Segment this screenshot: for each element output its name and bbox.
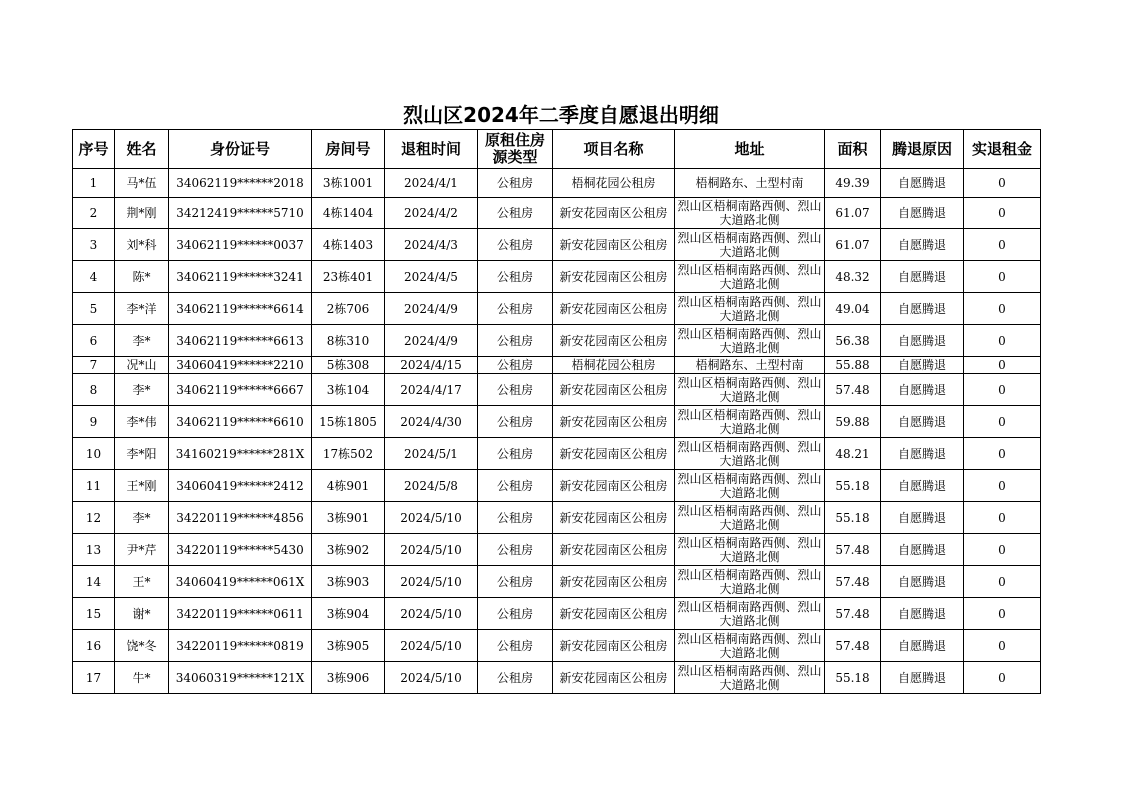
cell-reason: 自愿腾退 xyxy=(881,198,964,229)
cell-date: 2024/4/9 xyxy=(385,293,478,325)
cell-no: 6 xyxy=(73,325,115,357)
cell-name: 李* xyxy=(115,502,169,534)
header-area: 面积 xyxy=(825,130,881,169)
cell-date: 2024/5/10 xyxy=(385,502,478,534)
cell-type: 公租房 xyxy=(478,357,553,374)
cell-project: 新安花园南区公租房 xyxy=(553,630,675,662)
cell-no: 12 xyxy=(73,502,115,534)
cell-no: 2 xyxy=(73,198,115,229)
cell-no: 17 xyxy=(73,662,115,694)
table-row xyxy=(73,630,1041,662)
table-row xyxy=(73,470,1041,502)
cell-area: 48.32 xyxy=(825,261,881,293)
cell-project: 新安花园南区公租房 xyxy=(553,229,675,261)
cell-rent: 0 xyxy=(964,261,1041,293)
cell-area: 57.48 xyxy=(825,534,881,566)
cell-rent: 0 xyxy=(964,566,1041,598)
table-row xyxy=(73,261,1041,293)
cell-date: 2024/5/10 xyxy=(385,662,478,694)
table-row xyxy=(73,502,1041,534)
cell-reason: 自愿腾退 xyxy=(881,169,964,198)
cell-id: 34220119******0819 xyxy=(169,630,312,662)
cell-reason: 自愿腾退 xyxy=(881,630,964,662)
table-row xyxy=(73,357,1041,374)
cell-date: 2024/5/10 xyxy=(385,566,478,598)
cell-area: 48.21 xyxy=(825,438,881,470)
cell-project: 新安花园南区公租房 xyxy=(553,502,675,534)
cell-id: 34062119******2018 xyxy=(169,169,312,198)
cell-id: 34212419******5710 xyxy=(169,198,312,229)
cell-type: 公租房 xyxy=(478,169,553,198)
cell-id: 34062119******3241 xyxy=(169,261,312,293)
cell-rent: 0 xyxy=(964,598,1041,630)
header-row xyxy=(73,130,1041,169)
cell-id: 34060319******121X xyxy=(169,662,312,694)
cell-id: 34062119******0037 xyxy=(169,229,312,261)
cell-type: 公租房 xyxy=(478,598,553,630)
cell-project: 新安花园南区公租房 xyxy=(553,470,675,502)
cell-name: 刘*科 xyxy=(115,229,169,261)
cell-area: 49.04 xyxy=(825,293,881,325)
cell-reason: 自愿腾退 xyxy=(881,261,964,293)
cell-no: 7 xyxy=(73,357,115,374)
header-address: 地址 xyxy=(675,130,825,169)
header-name: 姓名 xyxy=(115,130,169,169)
cell-id: 34062119******6610 xyxy=(169,406,312,438)
cell-id: 34220119******4856 xyxy=(169,502,312,534)
cell-id: 34220119******5430 xyxy=(169,534,312,566)
cell-reason: 自愿腾退 xyxy=(881,438,964,470)
cell-rent: 0 xyxy=(964,438,1041,470)
cell-address: 烈山区梧桐南路西侧、烈山大道路北侧 xyxy=(675,406,825,438)
cell-rent: 0 xyxy=(964,502,1041,534)
cell-rent: 0 xyxy=(964,229,1041,261)
cell-type: 公租房 xyxy=(478,406,553,438)
cell-date: 2024/5/10 xyxy=(385,598,478,630)
cell-address: 烈山区梧桐南路西侧、烈山大道路北侧 xyxy=(675,293,825,325)
cell-project: 新安花园南区公租房 xyxy=(553,566,675,598)
cell-address: 烈山区梧桐南路西侧、烈山大道路北侧 xyxy=(675,662,825,694)
cell-type: 公租房 xyxy=(478,662,553,694)
cell-type: 公租房 xyxy=(478,438,553,470)
cell-id: 34160219******281X xyxy=(169,438,312,470)
cell-area: 56.38 xyxy=(825,325,881,357)
cell-type: 公租房 xyxy=(478,502,553,534)
cell-address: 烈山区梧桐南路西侧、烈山大道路北侧 xyxy=(675,502,825,534)
cell-id: 34062119******6667 xyxy=(169,374,312,406)
cell-type: 公租房 xyxy=(478,229,553,261)
cell-no: 13 xyxy=(73,534,115,566)
cell-name: 牛* xyxy=(115,662,169,694)
cell-date: 2024/5/10 xyxy=(385,630,478,662)
cell-rent: 0 xyxy=(964,374,1041,406)
cell-id: 34062119******6613 xyxy=(169,325,312,357)
cell-no: 3 xyxy=(73,229,115,261)
cell-area: 57.48 xyxy=(825,374,881,406)
cell-room: 3栋903 xyxy=(312,566,385,598)
cell-date: 2024/4/1 xyxy=(385,169,478,198)
cell-room: 2栋706 xyxy=(312,293,385,325)
cell-date: 2024/4/30 xyxy=(385,406,478,438)
cell-rent: 0 xyxy=(964,662,1041,694)
cell-rent: 0 xyxy=(964,169,1041,198)
cell-name: 马*伍 xyxy=(115,169,169,198)
cell-no: 5 xyxy=(73,293,115,325)
cell-address: 梧桐路东、土型村南 xyxy=(675,357,825,374)
header-type: 原租住房源类型 xyxy=(478,130,553,169)
cell-project: 新安花园南区公租房 xyxy=(553,261,675,293)
header-rent: 实退租金 xyxy=(964,130,1041,169)
cell-id: 34062119******6614 xyxy=(169,293,312,325)
cell-name: 王*刚 xyxy=(115,470,169,502)
cell-project: 新安花园南区公租房 xyxy=(553,598,675,630)
table-row xyxy=(73,534,1041,566)
cell-rent: 0 xyxy=(964,293,1041,325)
cell-room: 3栋904 xyxy=(312,598,385,630)
cell-area: 57.48 xyxy=(825,598,881,630)
cell-address: 烈山区梧桐南路西侧、烈山大道路北侧 xyxy=(675,261,825,293)
cell-room: 15栋1805 xyxy=(312,406,385,438)
header-id: 身份证号 xyxy=(169,130,312,169)
cell-area: 59.88 xyxy=(825,406,881,438)
table-row xyxy=(73,406,1041,438)
cell-area: 55.18 xyxy=(825,470,881,502)
cell-no: 4 xyxy=(73,261,115,293)
cell-room: 4栋1403 xyxy=(312,229,385,261)
cell-area: 57.48 xyxy=(825,630,881,662)
cell-name: 荆*刚 xyxy=(115,198,169,229)
cell-address: 烈山区梧桐南路西侧、烈山大道路北侧 xyxy=(675,598,825,630)
cell-area: 49.39 xyxy=(825,169,881,198)
header-room: 房间号 xyxy=(312,130,385,169)
cell-rent: 0 xyxy=(964,534,1041,566)
cell-type: 公租房 xyxy=(478,534,553,566)
table-row xyxy=(73,566,1041,598)
cell-name: 王* xyxy=(115,566,169,598)
cell-room: 23栋401 xyxy=(312,261,385,293)
cell-address: 烈山区梧桐南路西侧、烈山大道路北侧 xyxy=(675,630,825,662)
cell-reason: 自愿腾退 xyxy=(881,325,964,357)
cell-no: 1 xyxy=(73,169,115,198)
cell-name: 李*伟 xyxy=(115,406,169,438)
cell-date: 2024/4/9 xyxy=(385,325,478,357)
cell-reason: 自愿腾退 xyxy=(881,406,964,438)
cell-area: 55.88 xyxy=(825,357,881,374)
cell-no: 8 xyxy=(73,374,115,406)
cell-no: 9 xyxy=(73,406,115,438)
cell-name: 尹*芹 xyxy=(115,534,169,566)
cell-address: 烈山区梧桐南路西侧、烈山大道路北侧 xyxy=(675,470,825,502)
cell-project: 新安花园南区公租房 xyxy=(553,438,675,470)
cell-project: 新安花园南区公租房 xyxy=(553,534,675,566)
cell-name: 饶*冬 xyxy=(115,630,169,662)
cell-name: 李* xyxy=(115,374,169,406)
cell-room: 3栋104 xyxy=(312,374,385,406)
cell-date: 2024/4/15 xyxy=(385,357,478,374)
cell-room: 4栋1404 xyxy=(312,198,385,229)
cell-address: 烈山区梧桐南路西侧、烈山大道路北侧 xyxy=(675,374,825,406)
table-row xyxy=(73,662,1041,694)
table-row xyxy=(73,229,1041,261)
cell-room: 4栋901 xyxy=(312,470,385,502)
cell-reason: 自愿腾退 xyxy=(881,662,964,694)
cell-area: 61.07 xyxy=(825,229,881,261)
cell-address: 烈山区梧桐南路西侧、烈山大道路北侧 xyxy=(675,566,825,598)
cell-name: 李*洋 xyxy=(115,293,169,325)
cell-reason: 自愿腾退 xyxy=(881,229,964,261)
cell-date: 2024/4/17 xyxy=(385,374,478,406)
cell-address: 烈山区梧桐南路西侧、烈山大道路北侧 xyxy=(675,229,825,261)
cell-area: 61.07 xyxy=(825,198,881,229)
table-row xyxy=(73,438,1041,470)
cell-name: 陈* xyxy=(115,261,169,293)
cell-no: 11 xyxy=(73,470,115,502)
cell-date: 2024/5/1 xyxy=(385,438,478,470)
table-row xyxy=(73,325,1041,357)
cell-reason: 自愿腾退 xyxy=(881,534,964,566)
cell-no: 10 xyxy=(73,438,115,470)
cell-id: 34220119******0611 xyxy=(169,598,312,630)
cell-room: 3栋1001 xyxy=(312,169,385,198)
cell-area: 55.18 xyxy=(825,662,881,694)
cell-room: 5栋308 xyxy=(312,357,385,374)
table-row xyxy=(73,293,1041,325)
cell-room: 3栋901 xyxy=(312,502,385,534)
header-no: 序号 xyxy=(73,130,115,169)
cell-address: 烈山区梧桐南路西侧、烈山大道路北侧 xyxy=(675,534,825,566)
cell-no: 14 xyxy=(73,566,115,598)
cell-no: 15 xyxy=(73,598,115,630)
cell-date: 2024/4/2 xyxy=(385,198,478,229)
cell-rent: 0 xyxy=(964,406,1041,438)
cell-project: 梧桐花园公租房 xyxy=(553,169,675,198)
cell-date: 2024/4/5 xyxy=(385,261,478,293)
cell-type: 公租房 xyxy=(478,630,553,662)
cell-project: 新安花园南区公租房 xyxy=(553,406,675,438)
cell-name: 李* xyxy=(115,325,169,357)
table-row xyxy=(73,598,1041,630)
cell-project: 新安花园南区公租房 xyxy=(553,198,675,229)
page-title: 烈山区2024年二季度自愿退出明细 xyxy=(403,103,719,127)
cell-type: 公租房 xyxy=(478,325,553,357)
cell-id: 34060419******2412 xyxy=(169,470,312,502)
cell-rent: 0 xyxy=(964,630,1041,662)
cell-reason: 自愿腾退 xyxy=(881,598,964,630)
cell-room: 17栋502 xyxy=(312,438,385,470)
cell-id: 34060419******061X xyxy=(169,566,312,598)
cell-room: 8栋310 xyxy=(312,325,385,357)
cell-name: 况*山 xyxy=(115,357,169,374)
table-row xyxy=(73,374,1041,406)
cell-reason: 自愿腾退 xyxy=(881,357,964,374)
cell-project: 新安花园南区公租房 xyxy=(553,293,675,325)
table-row xyxy=(73,169,1041,198)
cell-rent: 0 xyxy=(964,198,1041,229)
cell-address: 烈山区梧桐南路西侧、烈山大道路北侧 xyxy=(675,198,825,229)
cell-reason: 自愿腾退 xyxy=(881,502,964,534)
cell-type: 公租房 xyxy=(478,293,553,325)
header-project: 项目名称 xyxy=(553,130,675,169)
cell-reason: 自愿腾退 xyxy=(881,293,964,325)
cell-area: 57.48 xyxy=(825,566,881,598)
header-reason: 腾退原因 xyxy=(881,130,964,169)
cell-rent: 0 xyxy=(964,470,1041,502)
cell-room: 3栋906 xyxy=(312,662,385,694)
cell-type: 公租房 xyxy=(478,374,553,406)
cell-address: 梧桐路东、土型村南 xyxy=(675,169,825,198)
cell-project: 新安花园南区公租房 xyxy=(553,325,675,357)
cell-room: 3栋905 xyxy=(312,630,385,662)
header-date: 退租时间 xyxy=(385,130,478,169)
cell-date: 2024/5/10 xyxy=(385,534,478,566)
cell-project: 梧桐花园公租房 xyxy=(553,357,675,374)
cell-rent: 0 xyxy=(964,357,1041,374)
cell-reason: 自愿腾退 xyxy=(881,470,964,502)
cell-reason: 自愿腾退 xyxy=(881,374,964,406)
cell-date: 2024/4/3 xyxy=(385,229,478,261)
cell-rent: 0 xyxy=(964,325,1041,357)
cell-type: 公租房 xyxy=(478,566,553,598)
withdrawal-table xyxy=(72,129,1041,694)
cell-name: 谢* xyxy=(115,598,169,630)
table-row xyxy=(73,198,1041,229)
cell-type: 公租房 xyxy=(478,470,553,502)
cell-no: 16 xyxy=(73,630,115,662)
cell-type: 公租房 xyxy=(478,261,553,293)
cell-project: 新安花园南区公租房 xyxy=(553,374,675,406)
cell-type: 公租房 xyxy=(478,198,553,229)
cell-id: 34060419******2210 xyxy=(169,357,312,374)
cell-address: 烈山区梧桐南路西侧、烈山大道路北侧 xyxy=(675,438,825,470)
cell-reason: 自愿腾退 xyxy=(881,566,964,598)
cell-date: 2024/5/8 xyxy=(385,470,478,502)
cell-project: 新安花园南区公租房 xyxy=(553,662,675,694)
cell-room: 3栋902 xyxy=(312,534,385,566)
cell-address: 烈山区梧桐南路西侧、烈山大道路北侧 xyxy=(675,325,825,357)
cell-name: 李*阳 xyxy=(115,438,169,470)
cell-area: 55.18 xyxy=(825,502,881,534)
